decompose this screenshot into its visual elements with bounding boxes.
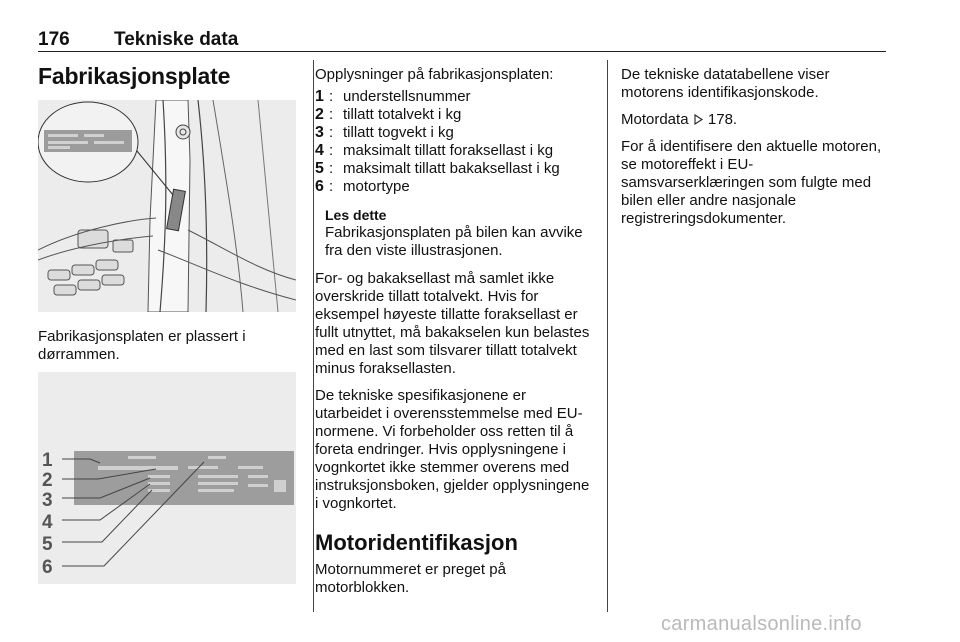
reference-page: 178.	[707, 111, 738, 128]
paragraph: Motornummeret er preget på motorblokken.	[315, 561, 506, 596]
item-number: 3	[315, 124, 324, 141]
item-number: 2	[315, 106, 324, 123]
list-item: 5 : maksimalt tillatt bakaksellast i kg	[315, 160, 560, 177]
item-text: maksimalt tillatt foraksellast i kg	[343, 142, 554, 159]
item-number: 1	[315, 88, 324, 105]
item-number: 4	[315, 142, 324, 159]
reference-label: Motordata	[621, 111, 689, 128]
engine-column	[621, 66, 889, 237]
item-text: understellsnummer	[343, 88, 471, 105]
note-box	[325, 206, 593, 260]
paragraph: De tekniske spesifikasjonene er utarbeidet i overensstemmelse med EU-normene. Vi forbeholder oss retten til å foreta endringer. Hvis opplysningene i vognkortet ikke stemmer overens med instruksjonsboken, gjelder opplysningene i vognkortet.	[315, 387, 590, 512]
item-text: motortype	[343, 178, 410, 195]
door-frame-illustration	[38, 100, 296, 312]
plate-info-list	[315, 88, 593, 196]
list-item: 1 : understellsnummer	[315, 88, 471, 105]
figure-caption: Fabrikasjonsplaten er plassert i dørrammen.	[38, 328, 246, 363]
paragraph: For- og bakaksellast må samlet ikke overskride tillatt totalvekt. Hvis for eksempel høyeste tillatte foraksellast er fullt utnyttet, må bakakselen kun belastes med en last som tilsvarer tillatt totalvekt minus foraksellasten.	[315, 270, 590, 377]
section-heading: Motoridentifikasjon	[315, 530, 518, 555]
list-item: 4 : maksimalt tillatt foraksellast i kg	[315, 142, 554, 159]
list-item: 6 : motortype	[315, 178, 410, 195]
page-number: 176	[38, 29, 70, 50]
column-divider	[313, 60, 314, 612]
plate-label: 4	[42, 512, 53, 533]
item-text: maksimalt tillatt bakaksellast i kg	[343, 160, 560, 177]
paragraph: For å identifisere den aktuelle motoren, se motoreffekt i EU-samsvarserklæringen som fulgte med bilen eller andre nasjonale registreringsdokumenter.	[621, 138, 882, 227]
note-heading: Les dette	[325, 207, 387, 223]
list-item: 3 : tillatt togvekt i kg	[315, 124, 454, 141]
page-header	[38, 29, 886, 52]
page-title: Fabrikasjonsplate	[38, 63, 231, 89]
watermark: carmanualsonline.info	[661, 613, 862, 635]
list-item: 2 : tillatt totalvekt i kg	[315, 106, 462, 123]
note-text: Fabrikasjonsplaten på bilen kan avvike fra den viste illustrasjonen.	[325, 224, 583, 259]
list-intro: Opplysninger på fabrikasjonsplaten:	[315, 66, 554, 83]
plate-label: 5	[42, 534, 53, 555]
info-column	[315, 66, 593, 606]
plate-label: 1	[42, 450, 53, 471]
cross-reference[interactable]	[621, 111, 889, 129]
column-divider	[607, 60, 608, 612]
plate-label: 6	[42, 557, 53, 578]
plate-diagram	[38, 372, 296, 584]
plate-label: 3	[42, 490, 53, 511]
item-text: tillatt togvekt i kg	[343, 124, 454, 141]
page-reference-icon	[693, 111, 704, 129]
item-number: 5	[315, 160, 324, 177]
paragraph: De tekniske datatabellene viser motorens identifikasjonskode.	[621, 66, 830, 101]
item-text: tillatt totalvekt i kg	[343, 106, 462, 123]
plate-label: 2	[42, 470, 53, 491]
item-number: 6	[315, 178, 324, 195]
page-section-title: Tekniske data	[114, 29, 239, 50]
